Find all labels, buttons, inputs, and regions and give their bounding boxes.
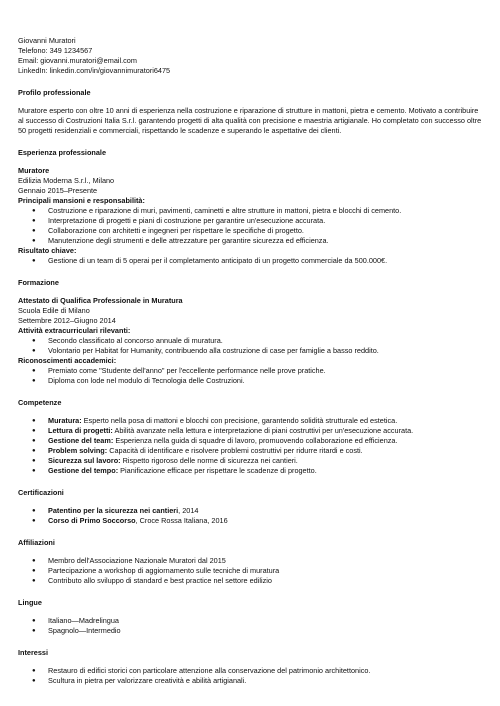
skill-text: Capacità di identificare e risolvere problemi costruttivi per ridurre ritardi e costi. — [107, 446, 363, 455]
education-dates: Settembre 2012–Giugno 2014 — [18, 316, 116, 325]
skills-heading: Competenze — [18, 398, 62, 407]
certification-label: Corso di Primo Soccorso — [48, 516, 136, 525]
certification-label: Patentino per la sicurezza nei cantieri — [48, 506, 179, 515]
education-heading: Formazione — [18, 278, 59, 287]
experience-results-list — [18, 256, 484, 266]
languages-list — [18, 616, 484, 636]
list-item: ● Partecipazione a workshop di aggiornamento sulle tecniche di muratura — [18, 566, 484, 576]
education-school: Scuola Edile di Milano — [18, 306, 90, 315]
certifications-section — [18, 488, 484, 526]
list-item — [18, 446, 484, 456]
experience-duties-label: Principali mansioni e responsabilità: — [18, 196, 145, 205]
list-item: ● Spagnolo—Intermedio — [18, 626, 484, 636]
list-item: ● Diploma con lode nel modulo di Tecnologia delle Costruzioni. — [18, 376, 484, 386]
list-item: ● Restauro di edifici storici con particolare attenzione alla conservazione del patrimonio architettonico. — [18, 666, 484, 676]
languages-heading: Lingue — [18, 598, 42, 607]
skill-text: Abilità avanzate nella lettura e interpretazione di piani costruttivi per un'esecuzione accurata. — [112, 426, 414, 435]
list-item — [18, 436, 484, 446]
education-section — [18, 278, 484, 386]
skill-label: Gestione del team: — [48, 436, 114, 445]
skill-text: Rispetto rigoroso delle norme di sicurezza nei cantieri. — [120, 456, 298, 465]
contact-linkedin: LinkedIn: linkedin.com/in/giovannimuratori6475 — [18, 66, 171, 75]
list-item: ● Contributo allo sviluppo di standard e best practice nel settore edilizio — [18, 576, 484, 586]
experience-role: Muratore — [18, 166, 50, 175]
certification-text: , 2014 — [178, 506, 199, 515]
list-item — [18, 516, 484, 526]
affiliations-heading: Affiliazioni — [18, 538, 55, 547]
skill-label: Gestione del tempo: — [48, 466, 119, 475]
interests-list — [18, 666, 484, 686]
contact-phone: Telefono: 349 1234567 — [18, 46, 93, 55]
affiliations-section — [18, 538, 484, 586]
certification-text: , Croce Rossa Italiana, 2016 — [135, 516, 228, 525]
skill-label: Lettura di progetti: — [48, 426, 113, 435]
list-item: ● Gestione di un team di 5 operai per il completamento anticipato di un progetto commerciale da 500.000€. — [18, 256, 484, 266]
skills-list — [18, 416, 484, 476]
experience-results-label: Risultato chiave: — [18, 246, 77, 255]
list-item: ● Secondo classificato al concorso annuale di muratura. — [18, 336, 484, 346]
list-item — [18, 416, 484, 426]
profile-heading: Profilo professionale — [18, 88, 91, 97]
profile-section — [18, 88, 484, 136]
education-activities-list — [18, 336, 484, 356]
profile-text: Muratore esperto con oltre 10 anni di esperienza nella costruzione e riparazione di strutture in mattoni, pietra e cemento. Motivato a contribuire al successo di Costruzioni Italia S.r.l. garantendo progetti di alta qualità con precisione e maestria artigianale. Ho completato con successo oltre 50 progetti residenziali e commerciali, rispettando le scadenze e superando le aspettative dei clienti. — [18, 106, 482, 135]
experience-section — [18, 148, 484, 266]
skill-label: Sicurezza sul lavoro: — [48, 456, 121, 465]
skills-section — [18, 398, 484, 476]
list-item: ● Scultura in pietra per valorizzare creatività e abilità artigianali. — [18, 676, 484, 686]
contact-block — [18, 36, 484, 76]
education-activities-label: Attività extracurriculari rilevanti: — [18, 326, 131, 335]
list-item: ● Collaborazione con architetti e ingegneri per rispettare le specifiche di progetto. — [18, 226, 484, 236]
list-item — [18, 466, 484, 476]
languages-section — [18, 598, 484, 636]
affiliations-list — [18, 556, 484, 586]
certifications-heading: Certificazioni — [18, 488, 64, 497]
interests-section — [18, 648, 484, 686]
skill-label: Muratura: — [48, 416, 82, 425]
skill-text: Pianificazione efficace per rispettare le scadenze di progetto. — [118, 466, 317, 475]
certifications-list — [18, 506, 484, 526]
list-item: ● Interpretazione di progetti e piani di costruzione per garantire un'esecuzione accurata. — [18, 216, 484, 226]
list-item: ● Manutenzione degli strumenti e delle attrezzature per garantire sicurezza ed efficienza. — [18, 236, 484, 246]
contact-name: Giovanni Muratori — [18, 36, 76, 45]
education-awards-list — [18, 366, 484, 386]
list-item: ● Premiato come "Studente dell'anno" per l'eccellente performance nelle prove pratiche. — [18, 366, 484, 376]
resume-page — [18, 36, 484, 686]
list-item: ● Volontario per Habitat for Humanity, contribuendo alla costruzione di case per famiglie a basso reddito. — [18, 346, 484, 356]
experience-company: Edilizia Moderna S.r.l., Milano — [18, 176, 115, 185]
list-item — [18, 456, 484, 466]
list-item: ● Italiano—Madrelingua — [18, 616, 484, 626]
list-item — [18, 426, 484, 436]
experience-duties-list — [18, 206, 484, 246]
interests-heading: Interessi — [18, 648, 49, 657]
experience-dates: Gennaio 2015–Presente — [18, 186, 98, 195]
list-item: ● Costruzione e riparazione di muri, pavimenti, caminetti e altre strutture in mattoni, pietra e blocchi di cemento. — [18, 206, 484, 216]
skill-label: Problem solving: — [48, 446, 108, 455]
skill-text: Esperto nella posa di mattoni e blocchi con precisione, garantendo solidità strutturale ed estetica. — [81, 416, 398, 425]
list-item: ● Membro dell'Associazione Nazionale Muratori dal 2015 — [18, 556, 484, 566]
contact-email: Email: giovanni.muratori@email.com — [18, 56, 137, 65]
education-title: Attestato di Qualifica Professionale in Muratura — [18, 296, 183, 305]
education-awards-label: Riconoscimenti accademici: — [18, 356, 117, 365]
skill-text: Esperienza nella guida di squadre di lavoro, promuovendo collaborazione ed efficienza. — [113, 436, 398, 445]
experience-heading: Esperienza professionale — [18, 148, 107, 157]
list-item — [18, 506, 484, 516]
